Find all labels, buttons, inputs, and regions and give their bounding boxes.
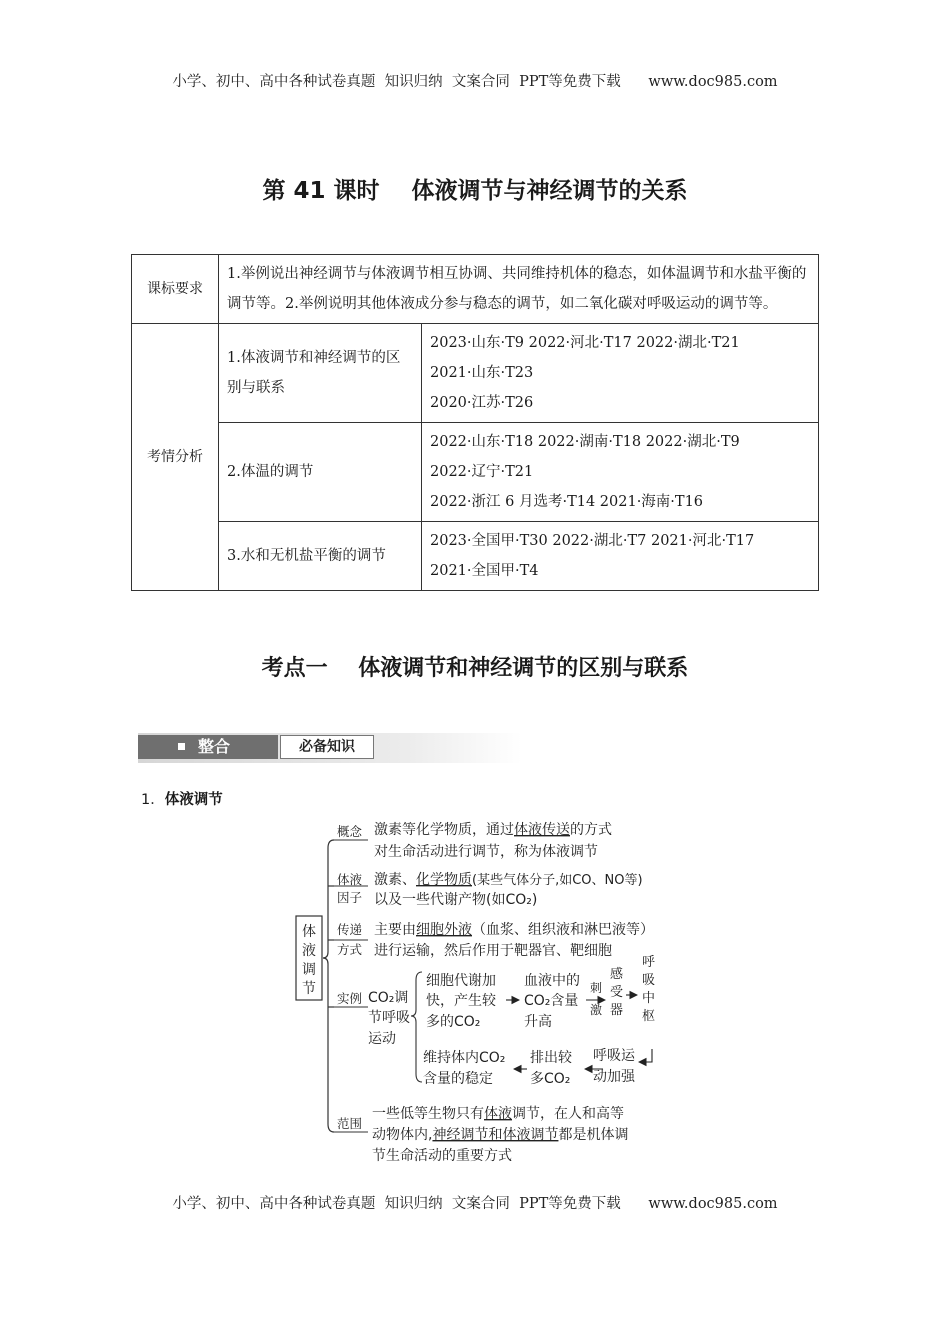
root-char: 调 [302,962,316,978]
scope-line-3: 节生命活动的重要方式 [372,1148,512,1164]
co2-label: 节呼吸 [368,1010,410,1026]
return-arrow [639,1049,652,1062]
stimulus-text: 刺 [590,981,603,995]
ref-line: 2020·江苏·T26 [430,395,534,411]
underlined-term: 化学物质 [416,872,472,888]
underlined-term: 神经调节和体液调节 [432,1127,559,1143]
text-span: 激素等化学物质，通过 [374,822,514,838]
receptor-text: 感 [610,967,624,982]
main-brace [323,840,334,1132]
banner-right-label: 必备知识 [280,735,374,759]
ref-line: 2021·全国甲·T4 [430,563,539,579]
underlined-term: 体液传送 [514,822,570,838]
topic-cell: 1.体液调节和神经调节的区别与联系 [219,324,422,423]
lesson-title: 第 41 课时 体液调节与神经调节的关系 [262,178,688,204]
text-span: 动物体内, [372,1127,433,1143]
exhale-text: 多CO₂ [530,1071,571,1087]
cell-text: 多的CO₂ [426,1014,481,1030]
text-span: （血浆、组织液和淋巴液等） [472,922,654,938]
text-span: 的方式 [570,822,612,838]
strengthen-text: 动加强 [593,1069,635,1085]
blood-text: 血液中的 [524,973,580,989]
refs-cell [422,324,819,423]
underlined-term: 体液 [484,1106,512,1122]
page-footer: 小学、初中、高中各种试卷真题 知识归纳 文案合同 PPT等免费下载 www.doc985.com [172,1196,778,1212]
knowledge-banner [138,733,522,763]
root-char: 体 [302,924,316,940]
text-span: 激素、 [374,872,416,888]
concept-line-2: 对生命活动进行调节，称为体液调节 [374,844,598,860]
scope-label: 范围 [337,1116,363,1131]
humoral-regulation-diagram [290,812,670,1168]
page-header: 小学、初中、高中各种试卷真题 知识归纳 文案合同 PPT等免费下载 www.doc985.com [172,74,778,90]
banner-left-label: 整合 [198,737,231,756]
co2-label: CO₂调 [368,990,409,1006]
stimulus-text: 激 [590,1003,603,1017]
factor-line-2: 以及一些代谢产物(如CO₂) [374,892,538,908]
maintain-text: 维持体内CO₂ [423,1050,506,1066]
analysis-row-3 [132,522,819,591]
transport-line-1 [374,921,654,938]
ref-line: 2022·山东·T18 2022·湖南·T18 2022·湖北·T9 [430,434,740,450]
ref-line: 2022·浙江 6 月选考·T14 2021·海南·T16 [430,494,704,510]
example-label: 实例 [337,991,363,1006]
receptor-text: 受 [610,985,624,1000]
analysis-label: 考情分析 [132,324,219,591]
banner-dark-tab [138,735,278,759]
standard-row [132,255,819,324]
strengthen-text: 呼吸运 [593,1048,635,1064]
subheading-number: 1． [141,792,165,808]
factor-label: 因子 [337,890,363,905]
factor-line-1 [374,871,643,888]
exhale-text: 排出较 [530,1050,572,1066]
refs-cell [422,423,819,522]
ref-line: 2023·全国甲·T30 2022·湖北·T7 2021·河北·T17 [430,533,755,549]
transport-label: 传递 [337,922,363,937]
scope-line-1 [372,1105,624,1122]
standard-text: 1.举例说出神经调节与体液调节相互协调、共同维持机体的稳态，如体温调节和水盐平衡的调节等。2.举例说明其他体液成分参与稳态的调节，如二氧化碳对呼吸运动的调节等。 [219,255,819,324]
center-text: 呼 [642,955,656,970]
receptor-text: 器 [610,1003,624,1018]
subheading [141,788,223,809]
refs-cell [422,522,819,591]
blood-text: CO₂含量 [524,993,579,1009]
analysis-row-1 [132,324,819,423]
transport-label: 方式 [337,942,363,957]
co2-label: 运动 [368,1031,396,1047]
ref-line: 2023·山东·T9 2022·河北·T17 2022·湖北·T21 [430,335,740,351]
analysis-row-2 [132,423,819,522]
concept-line-1 [374,821,612,838]
cell-text: 快，产生较 [426,993,496,1009]
inner-brace [411,972,422,1082]
root-char: 节 [302,981,316,997]
text-span: 一些低等生物只有 [372,1106,484,1122]
curriculum-table [131,254,819,591]
cell-text: 细胞代谢加 [426,973,496,989]
ref-line: 2022·辽宁·T21 [430,464,534,480]
factor-label: 体液 [337,872,363,887]
square-bullet-icon [178,743,185,750]
maintain-text: 含量的稳定 [423,1071,493,1087]
section-title: 考点一 体液调节和神经调节的区别与联系 [261,656,689,681]
topic-cell: 3.水和无机盐平衡的调节 [219,522,422,591]
text-span: 主要由 [374,922,416,938]
blood-text: 升高 [524,1014,552,1030]
scope-line-2 [372,1126,628,1143]
root-char: 液 [302,943,316,959]
subheading-text: 体液调节 [164,792,223,808]
text-span: 都是机体调 [558,1127,629,1143]
ref-line: 2021·山东·T23 [430,365,534,381]
topic-cell: 2.体温的调节 [219,423,422,522]
underlined-term: 细胞外液 [416,922,472,938]
center-text: 枢 [642,1009,656,1024]
standard-label: 课标要求 [132,255,219,324]
text-span: 调节，在人和高等 [512,1106,624,1122]
center-text: 吸 [642,973,656,988]
concept-label: 概念 [337,824,363,839]
center-text: 中 [642,991,656,1006]
text-span: (某些气体分子,如CO、NO等) [472,873,643,888]
transport-line-2: 进行运输，然后作用于靶器官、靶细胞 [374,943,612,959]
